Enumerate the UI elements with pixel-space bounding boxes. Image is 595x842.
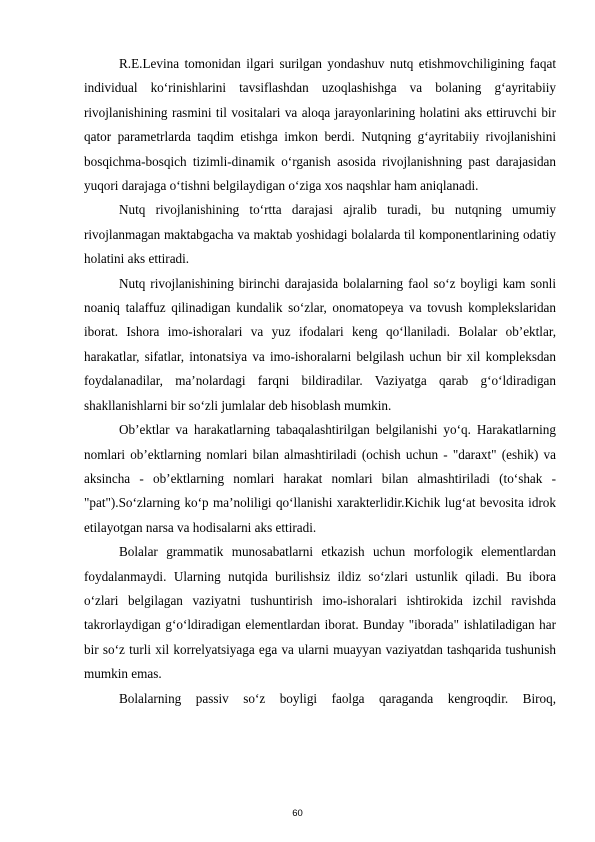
paragraph: Ob’ektlar va harakatlarning tabaqalashtirilgan belgilanishi yo‘q. Harakatlarning nomlari ob’ektlarning nomlari bilan almashtiriladi (ochish uchun - "daraxt" (eshik) va aksincha - ob’ektlarning nomlari harakat nomlari bilan almashtiriladi (to‘shak - "pat").So‘zlarning ko‘p ma’noliligi qo‘llanishi xarakterlidir.Kichik lug‘at bevosita idrok etilayotgan narsa va hodisalarni aks ettiradi.	[84, 422, 556, 535]
paragraph: Nutq rivojlanishining birinchi darajasida bolalarning faol so‘z boyligi kam sonli noaniq talaffuz qilinadigan kundalik so‘zlar, onomatopeya va tovush komplekslaridan iborat. Ishora imo-ishoralari va yuz ifodalari keng qo‘llaniladi. Bolalar ob’ektlar, harakatlar, sifatlar, intonatsiya va imo-ishoralarni belgilash uchun bir xil kompleksdan foydalanadilar, ma’nolardagi farqni bildiradilar. Vaziyatga qarab g‘o‘ldiradigan shakllanishlarni bir so‘zli jumlalar deb hisoblash mumkin.	[84, 275, 556, 413]
page-number: 60	[292, 808, 303, 819]
paragraph: R.E.Levina tomonidan ilgari surilgan yondashuv nutq etishmovchiligining faqat individual ko‘rinishlarini tavsiflashdan uzoqlashishga va bolaning g‘ayritabiiy rivojlanishining rasmini til vositalari va aloqa jarayonlarining holatini aks ettiruvchi bir qator parametrlarda taqdim etishga imkon berdi. Nutqning g‘ayritabiiy rivojlanishini bosqichma-bosqich tizimli-dinamik o‘rganish asosida rivojlanishning past darajasidan yuqori darajaga o‘tishni belgilaydigan o‘ziga xos naqshlar ham aniqlanadi.	[84, 56, 556, 194]
document-body	[84, 52, 556, 711]
paragraph: Bolalar grammatik munosabatlarni etkazish uchun morfologik elementlardan foydalanmaydi. Ularning nutqida burilishsiz ildiz so‘zlari ustunlik qiladi. Bu ibora o‘zlari belgilagan vaziyatni tushuntirish imo-ishoralari ishtirokida izchil ravishda takrorlaydigan g‘o‘ldiradigan elementlardan iborat. Bunday "iborada" ishlatiladigan har bir so‘z turli xil korrelyatsiyaga ega va ularni muayyan vaziyatdan tashqarida tushunish mumkin emas.	[84, 544, 556, 682]
paragraph: Bolalarning passiv so‘z boyligi faolga qaraganda kengroqdir. Biroq,	[119, 690, 556, 706]
paragraph: Nutq rivojlanishining to‘rtta darajasi ajralib turadi, bu nutqning umumiy rivojlanmagan maktabgacha va maktab yoshidagi bolalarda til komponentlarining odatiy holatini aks ettiradi.	[84, 202, 556, 267]
